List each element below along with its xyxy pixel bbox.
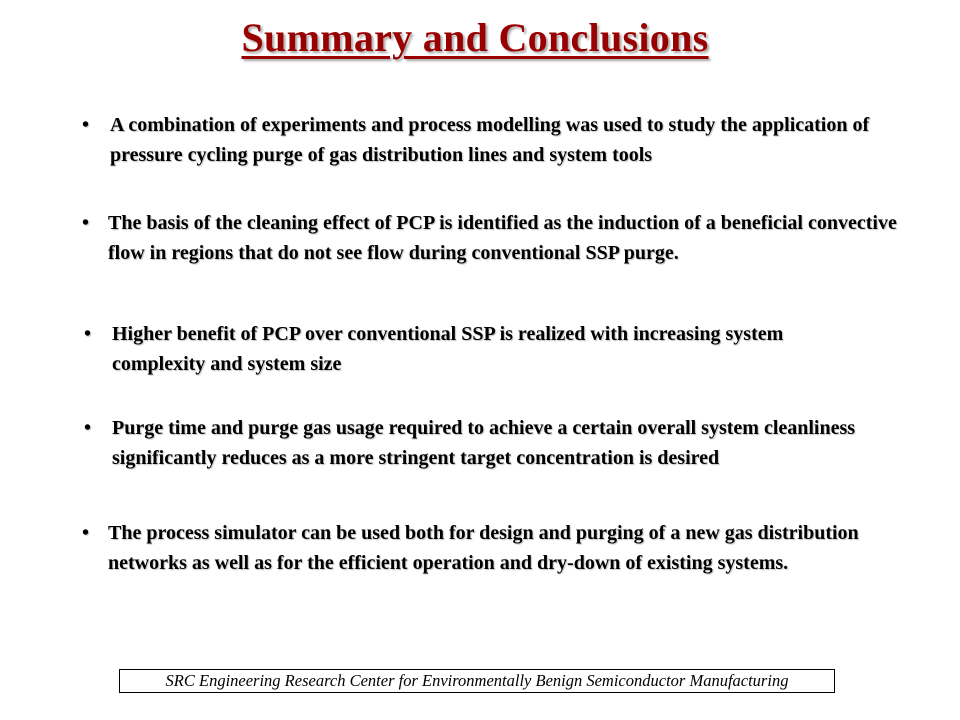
bullet-text: Purge time and purge gas usage required to achieve a certain overall system cleanliness significantly reduces as a more stringent target concentration is desired (112, 417, 856, 469)
bullet-marker: • (82, 212, 90, 234)
bullet-text: The basis of the cleaning effect of PCP is identified as the induction of a beneficial convective flow in regions that do not see flow during conventional SSP purge. (108, 212, 897, 264)
bullet-item (82, 518, 902, 578)
bullet-marker: • (82, 114, 90, 136)
bullet-marker: • (82, 522, 90, 544)
bullet-marker: • (84, 323, 92, 345)
slide-title: Summary and Conclusions (241, 15, 709, 60)
bullet-text: The process simulator can be used both for design and purging of a new gas distribution networks as well as for the efficient operation and dry-down of existing systems. (108, 522, 859, 574)
bullet-text: Higher benefit of PCP over conventional SSP is realized with increasing system complexity and system size (112, 323, 784, 375)
bullet-item (82, 208, 902, 268)
bullet-item (84, 413, 904, 473)
bullet-marker: • (84, 417, 92, 439)
bullet-item (84, 319, 864, 379)
footer-caption: SRC Engineering Research Center for Environmentally Benign Semiconductor Manufacturing (119, 669, 835, 693)
bullet-text: A combination of experiments and process modelling was used to study the application of pressure cycling purge of gas distribution lines and system tools (110, 114, 870, 166)
bullet-item (82, 110, 872, 170)
